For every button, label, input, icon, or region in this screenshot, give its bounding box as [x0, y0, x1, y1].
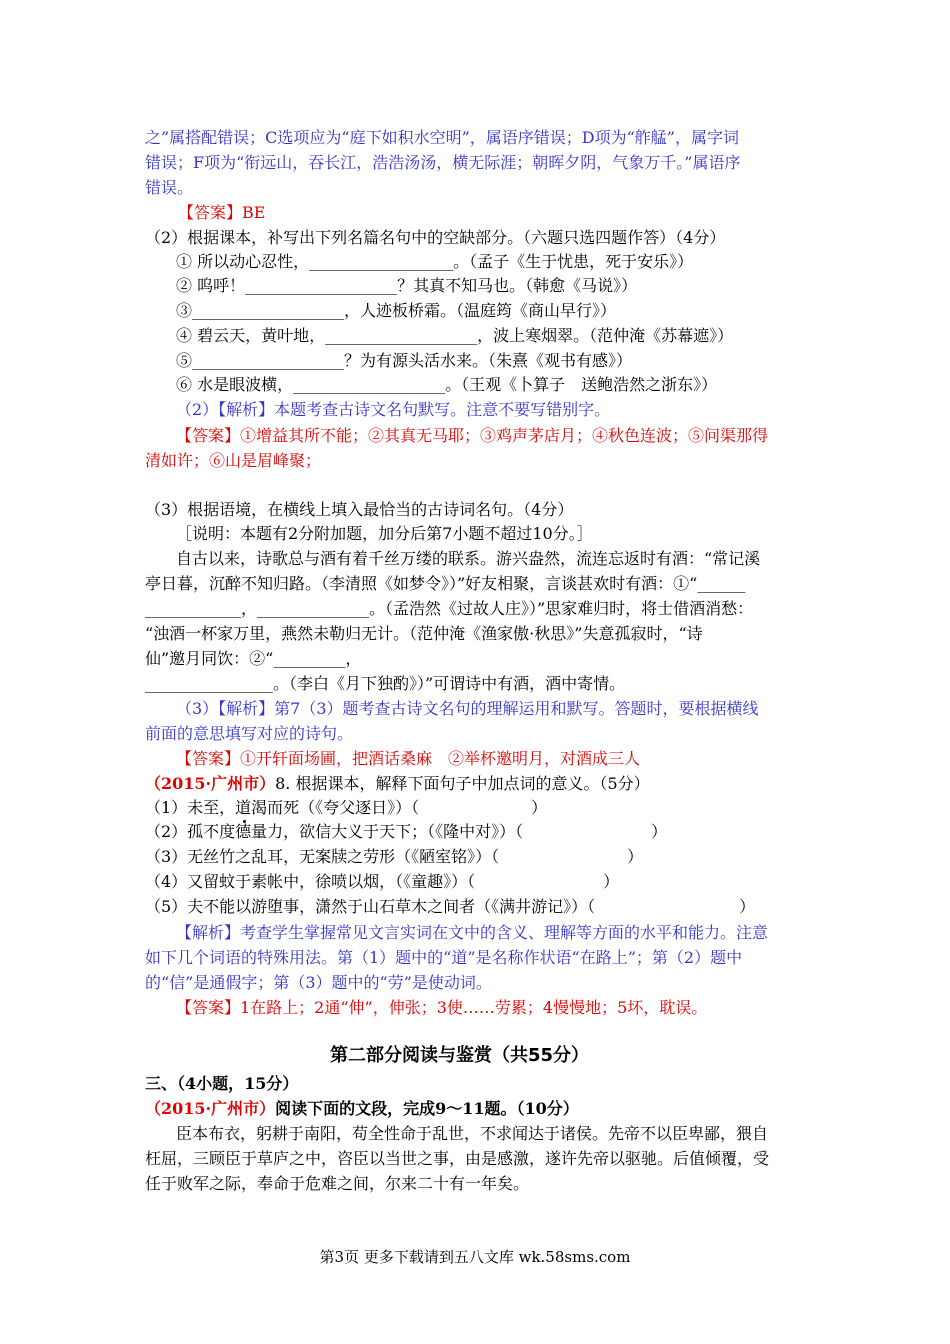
q2-stem: （2）根据课本，补写出下列名篇名句中的空缺部分。（六题只选四题作答）（4分）	[145, 228, 726, 247]
q2-analysis: （2）【解析】本题考查古诗文名句默写。注意不要写错别字。	[176, 400, 611, 419]
intro-line-2: 错误；F项为“衔远山，吞长江，浩浩汤汤，横无际涯；朝晖夕阴，气象万千。”属语序	[145, 153, 741, 172]
q8-item-2: （2）孤不度德量力，欲信大义于天下；（《隆中对》）（ ）	[145, 822, 668, 841]
q8-item-1: （1）未至，道渴而死（《夸父逐日》）（ ）	[145, 798, 548, 817]
q8-analysis-1: 【解析】考查学生掌握常见文言实词在文中的含义、理解等方面的水平和能力。注意	[176, 923, 769, 942]
part2-heading	[145, 1099, 579, 1119]
part2-stem: 阅读下面的文段，完成9～11题。（10分）	[275, 1099, 579, 1118]
intro-answer: 【答案】BE	[178, 203, 266, 222]
q8-source-tag: （2015·广州市）	[145, 774, 276, 793]
passage-line-2: 枉屈，三顾臣于草庐之中，咨臣以当世之事，由是感激，遂许先帝以驱驰。后值倾覆，受	[145, 1149, 770, 1168]
q8-analysis-2: 如下几个词语的特殊用法。第（1）题中的“道”是名称作状语“在路上”；第（2）题中	[145, 948, 743, 967]
q2-answer-2: 清如许；⑥山是眉峰聚；	[145, 451, 322, 470]
q2-item-4: ④ 碧云天，黄叶地，___________________，波上寒烟翠。（范仲淹《苏幕遮》）	[176, 326, 734, 345]
passage-line-3: 任于败军之际，奉命于危难之间，尔来二十有一年矣。	[145, 1174, 530, 1193]
q8-answer: 【答案】1在路上；2通“伸”，伸张；3使……劳累；4慢慢地；5坏，耽误。	[176, 998, 708, 1017]
q3-analysis-2: 前面的意思填写对应的诗句。	[145, 724, 354, 743]
q8-item-3: （3）无丝竹之乱耳，无案牍之劳形（《陋室铭》）（ ）	[145, 847, 644, 866]
q3-para-2: 亭日暮，沉醉不知归路。（李清照《如梦令》）”好友相聚，言谈甚欢时有酒：①“______	[145, 574, 746, 593]
part2-title: 第二部分阅读与鉴赏（共55分）	[330, 1045, 590, 1066]
part2-section: 三、（4小题，15分）	[145, 1074, 299, 1093]
q8-analysis-3: 的“信”是通假字；第（3）题中的“劳”是使动词。	[145, 973, 492, 992]
q3-para-1: 自古以来，诗歌总与酒有着千丝万缕的联系。游兴盎然，流连忘返时有酒：“常记溪	[176, 549, 761, 568]
q3-para-5: 仙”邀月同饮：②“_________，	[145, 649, 362, 668]
q2-answer-1: 【答案】①增益其所不能；②其真无马耶；③鸡声茅店月；④秋色连波；⑤问渠那得	[176, 426, 769, 445]
q3-answer: 【答案】①开轩面场圃，把酒话桑麻 ②举杯邀明月，对酒成三人	[176, 749, 641, 768]
q8-item-5: （5）夫不能以游堕事，潇然于山石草木之间者（《满井游记》）（ ）	[145, 897, 756, 916]
q3-para-6: ________________。（李白《月下独酌》）”可谓诗中有酒，酒中寄情。	[145, 674, 626, 693]
q2-item-6: ⑥ 水是眼波横，___________________。（王观《卜算子 送鲍浩然之浙东》）	[176, 375, 718, 394]
part2-source-tag: （2015·广州市）	[145, 1099, 276, 1118]
q2-item-3: ③___________________，人迹板桥霜。（温庭筠《商山早行》）	[176, 301, 617, 320]
q2-item-2: ② 呜呼！___________________？其真不知马也。（韩愈《马说》）	[176, 276, 638, 295]
q2-item-5: ⑤___________________？为有源头活水来。（朱熹《观书有感》）	[176, 351, 633, 370]
page-footer: 第3页 更多下载请到五八文库 wk.58sms.com	[319, 1248, 631, 1266]
passage-line-1: 臣本布衣，躬耕于南阳，苟全性命于乱世，不求闻达于诸侯。先帝不以臣卑鄙，猥自	[176, 1124, 769, 1143]
intro-line-1: 之”属搭配错误；C选项应为“庭下如积水空明”，属语序错误；D项为“舴艋”，属字词	[145, 128, 739, 147]
q8-item-4: （4）又留蚊于素帐中，徐喷以烟，（《童趣》）（ ）	[145, 872, 620, 891]
q3-note: ［说明：本题有2分附加题，加分后第7小题不超过10分。］	[176, 524, 593, 543]
q3-analysis-1: （3）【解析】第7（3）题考查古诗文名句的理解运用和默写。答题时，要根据横线	[176, 699, 759, 718]
q8-stem: 8. 根据课本，解释下面句子中加点词的意义。（5分）	[275, 774, 650, 793]
q2-item-1: ① 所以动心忍性，__________________。（孟子《生于忧患，死于安乐》）	[176, 252, 694, 271]
intro-line-3: 错误。	[145, 178, 194, 197]
q3-stem: （3）根据语境，在横线上填入最恰当的古诗词名句。（4分）	[145, 500, 574, 519]
q3-para-4: “浊酒一杯家万里，燕然未勒归无计。（范仲淹《渔家傲·秋思》”失意孤寂时，“诗	[145, 624, 703, 643]
q3-para-3: ____________，______________。（孟浩然《过故人庄》）”思家难归时，将士借酒消愁：	[145, 599, 754, 618]
q8-heading	[145, 774, 650, 794]
